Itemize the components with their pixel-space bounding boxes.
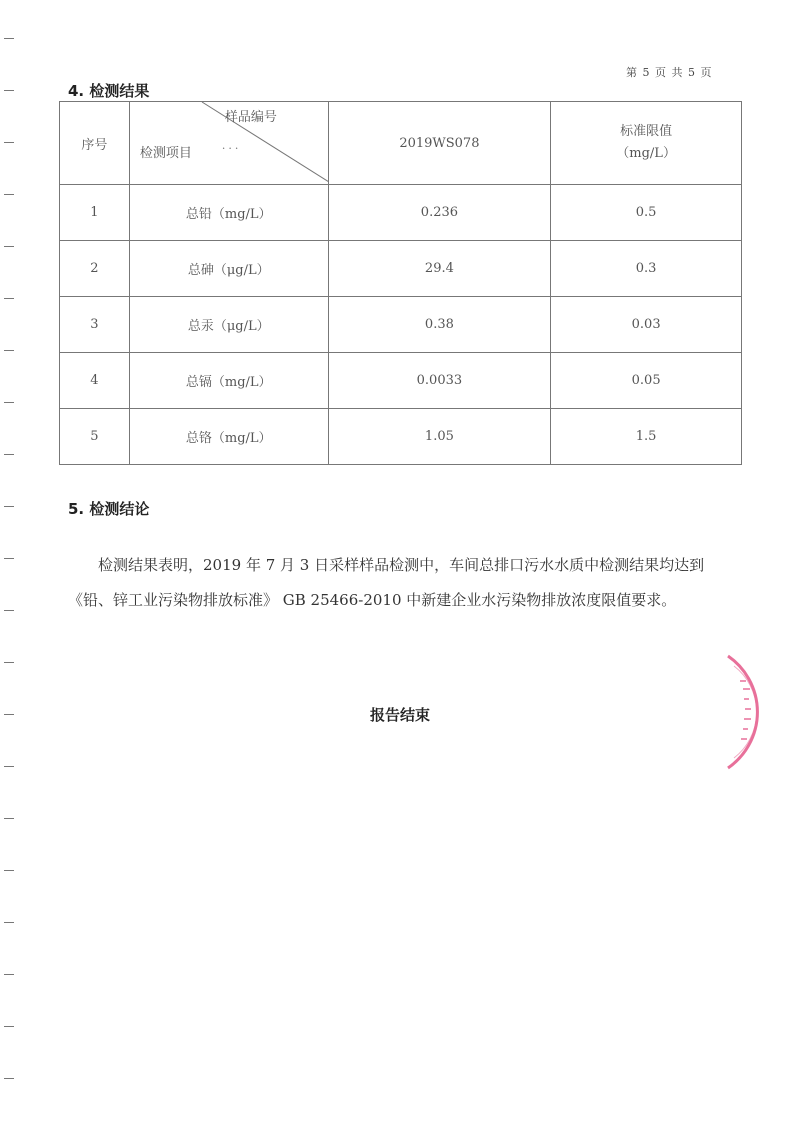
header-test-item-label: 检测项目: [139, 146, 192, 161]
row-item: 总铬（mg/L）: [129, 409, 328, 465]
section-5-title: 5. 检测结论: [68, 500, 150, 518]
stamp-inner-ring: [734, 666, 757, 758]
row-limit: 0.5: [551, 185, 742, 241]
stamp-ring: [728, 656, 757, 768]
row-seq: 5: [60, 409, 130, 465]
row-value: 0.0033: [328, 353, 551, 409]
header-diagonal-cell: [129, 102, 328, 185]
header-sample-id: 2019WS078: [328, 102, 551, 185]
row-item: 总镉（mg/L）: [129, 353, 328, 409]
stamp-glyph-marks: [740, 680, 751, 740]
header-standard-limit: [551, 102, 742, 185]
table-row: [60, 185, 742, 241]
report-end-title: 报告结束: [369, 706, 430, 724]
row-limit: 0.03: [551, 297, 742, 353]
header-std-label: 标准限值: [620, 124, 673, 139]
row-value: 0.236: [328, 185, 551, 241]
table-header-row: [60, 102, 742, 185]
row-item: 总汞（μg/L）: [129, 297, 328, 353]
row-item: 总砷（μg/L）: [129, 241, 328, 297]
dots-mark: ···: [221, 142, 242, 155]
table-row: [60, 353, 742, 409]
row-seq: 4: [60, 353, 130, 409]
row-limit: 0.05: [551, 353, 742, 409]
row-seq: 3: [60, 297, 130, 353]
conclusion-paragraph: [68, 548, 728, 618]
row-seq: 2: [60, 241, 130, 297]
page-indicator: 第 5 页 共 5 页: [626, 66, 713, 79]
row-value: 29.4: [328, 241, 551, 297]
row-value: 1.05: [328, 409, 551, 465]
row-item: 总铅（mg/L）: [129, 185, 328, 241]
section-4-title: 4. 检测结果: [68, 82, 150, 100]
header-seq: 序号: [60, 102, 130, 185]
table-row: [60, 297, 742, 353]
row-limit: 1.5: [551, 409, 742, 465]
red-seal-stamp: [718, 650, 800, 774]
row-limit: 0.3: [551, 241, 742, 297]
results-table: [59, 101, 742, 465]
header-std-unit: （mg/L）: [616, 146, 676, 161]
table-row: [60, 241, 742, 297]
header-sample-id-label: 样品编号: [224, 110, 277, 125]
row-seq: 1: [60, 185, 130, 241]
conclusion-text: 检测结果表明，2019 年 7 月 3 日采样样品检测中，车间总排口污水水质中检测结果均达到《铅、锌工业污染物排放标准》 GB 25466-2010 中新建企业水污染物排放浓度限值要求。: [68, 556, 705, 609]
table-row: [60, 409, 742, 465]
scan-edge-marks: [0, 0, 20, 1131]
row-value: 0.38: [328, 297, 551, 353]
